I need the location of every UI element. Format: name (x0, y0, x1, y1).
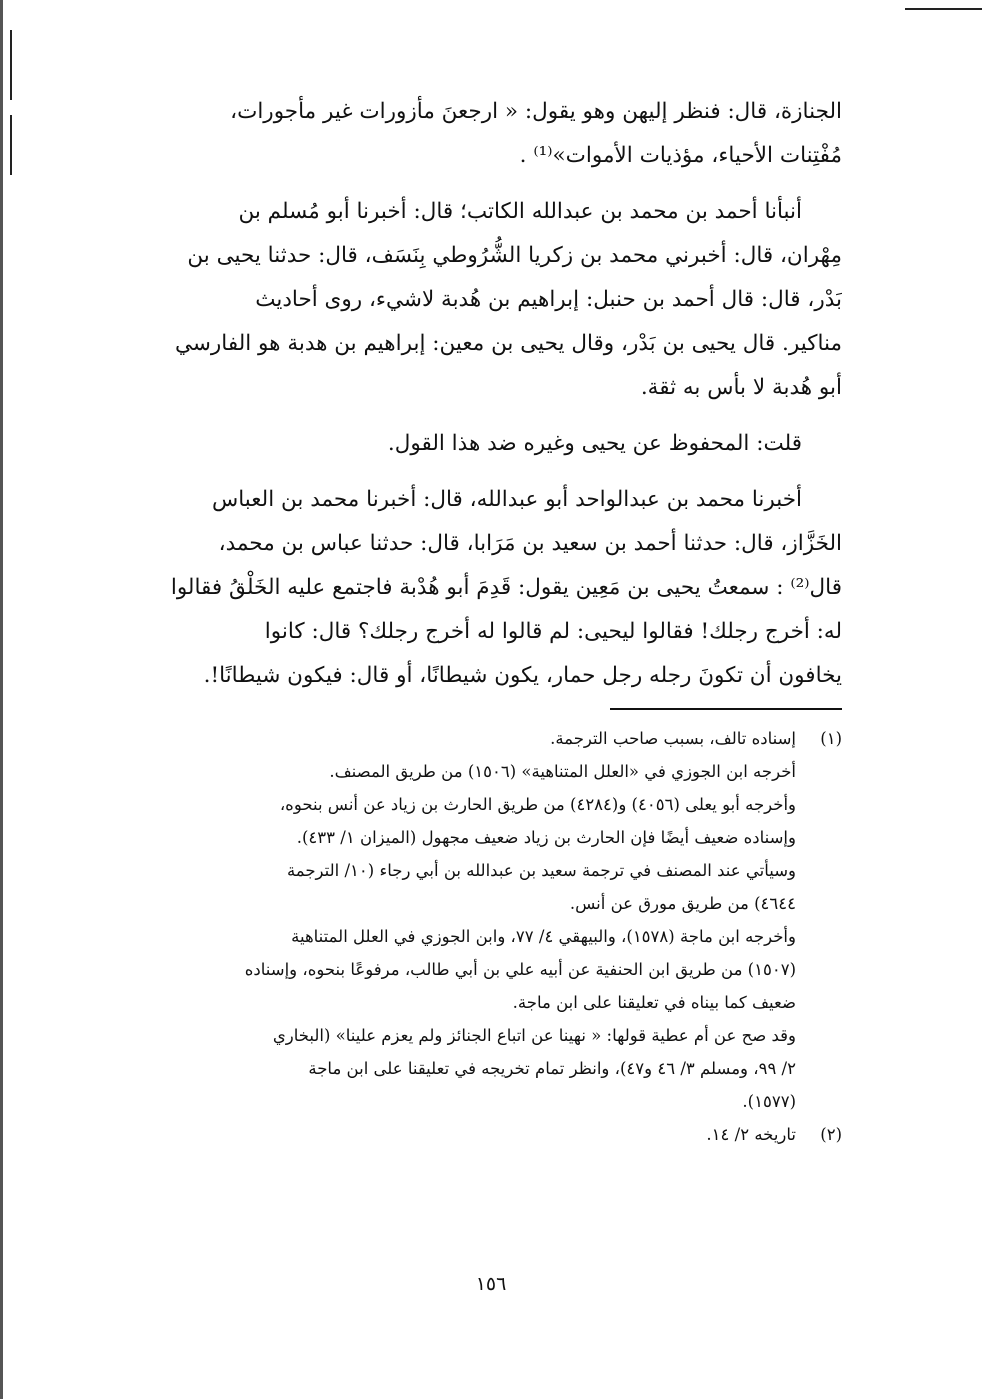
text-line: مُفْتِنات الأحياء، مؤذيات الأموات»⁽¹⁾ . (519, 143, 842, 168)
paragraph-1 (130, 90, 842, 178)
scan-edge-line (10, 115, 12, 175)
paragraph-3 (130, 422, 842, 466)
footnotes (130, 722, 842, 1151)
document-page (130, 90, 842, 1151)
text-line: أبو هُدبة لا بأس به ثقة. (640, 375, 842, 400)
scan-edge-line (10, 30, 12, 100)
footnote-line: ٢/ ٩٩، ومسلم ٣/ ٤٦ و٤٧)، وانظر تمام تخريجه في تعليقنا على ابن ماجة (308, 1059, 796, 1078)
footnote-text: تاريخه ٢/ ١٤. (706, 1125, 796, 1144)
footnote-line: وسيأتي عند المصنف في ترجمة سعيد بن عبدالله بن أبي رجاء (١٠/ الترجمة (286, 861, 796, 880)
footnote-line: (١٥٠٧) من طريق ابن الحنفية عن أبيه علي بن أبي طالب، مرفوعًا بنحوه، وإسناده (244, 960, 796, 979)
text-line: يخافون أن تكونَ رجله رجل حمار، يكون شيطانًا، أو قال: فيكون شيطانًا!. (203, 663, 842, 688)
footnote-line: (١٥٧٧). (742, 1092, 796, 1111)
text-line: الجنازة، قال: فنظر إليهن وهو يقول: « ارجعنَ مأزورات غير مأجورات، (230, 99, 842, 124)
footnote-line: وإسناده ضعيف أيضًا فإن الحارث بن زياد ضعيف مجهول (الميزان ١/ ٤٣٣). (296, 828, 796, 847)
text-line: الخَزَّاز، قال: حدثنا أحمد بن سعيد بن مَرَابا، قال: حدثنا عباس بن محمد، (218, 531, 842, 556)
text-line: مناكير. قال يحيى بن بَدْر، وقال يحيى بن معين: إبراهيم بن هدبة هو الفارسي (174, 331, 842, 356)
text-line: قال⁽²⁾ : سمعتُ يحيى بن مَعِين يقول: قَدِمَ أبو هُدْبة فاجتمع عليه الخَلْقُ فقالوا (170, 575, 842, 600)
footnote-2-line (130, 1118, 842, 1151)
text-line: أنبأنا أحمد بن محمد بن عبدالله الكاتب؛ قال: أخبرنا أبو مُسلم بن (238, 199, 802, 224)
text-line: قلت: المحفوظ عن يحيى وغيره ضد هذا القول. (387, 431, 802, 456)
footnote-number: (٢) (820, 1125, 842, 1144)
footnote-line: وأخرجه أبو يعلى (٤٠٥٦) و(٤٢٨٤) من طريق الحارث بن زياد عن أنس بنحوه، (279, 795, 796, 814)
footnote-1-line (130, 722, 842, 755)
scan-edge-line (0, 0, 3, 1399)
scan-edge-line (905, 8, 982, 10)
paragraph-4 (130, 478, 842, 698)
footnote-line: وأخرجه ابن ماجة (١٥٧٨)، والبيهقي ٤/ ٧٧، وابن الجوزي في العلل المتناهية (291, 927, 796, 946)
footnote-line: ٤٦٤٤) من طريق مورق عن أنس. (569, 894, 796, 913)
footnote-divider (610, 708, 842, 710)
paragraph-2 (130, 190, 842, 410)
footnote-text: إسناده تالف، بسبب صاحب الترجمة. (550, 729, 796, 748)
text-line: مِهْران، قال: أخبرني محمد بن زكريا الشُّرُوطي بِنَسَف، قال: حدثنا يحيى بن (187, 243, 842, 268)
footnote-number: (١) (820, 729, 842, 748)
footnote-line: أخرجه ابن الجوزي في «العلل المتناهية» (١٥٠٦) من طريق المصنف. (329, 762, 796, 781)
text-line: له: أخرج رجلك! فقالوا ليحيى: لم قالوا له أخرج رجلك؟ قال: كانوا (264, 619, 842, 644)
footnote-line: وقد صح عن أم عطية قولها: « نهينا عن اتباع الجنائز ولم يعزم علينا» (البخاري (272, 1026, 796, 1045)
footnote-line: ضعيف كما بيناه في تعليقنا على ابن ماجة. (512, 993, 796, 1012)
text-line: أخبرنا محمد بن عبدالواحد أبو عبدالله، قال: أخبرنا محمد بن العباس (212, 487, 802, 512)
page-number: ١٥٦ (475, 1273, 507, 1295)
text-line: بَدْر، قال: قال أحمد بن حنبل: إبراهيم بن هُدبة لاشيء، روى أحاديث (255, 287, 842, 312)
